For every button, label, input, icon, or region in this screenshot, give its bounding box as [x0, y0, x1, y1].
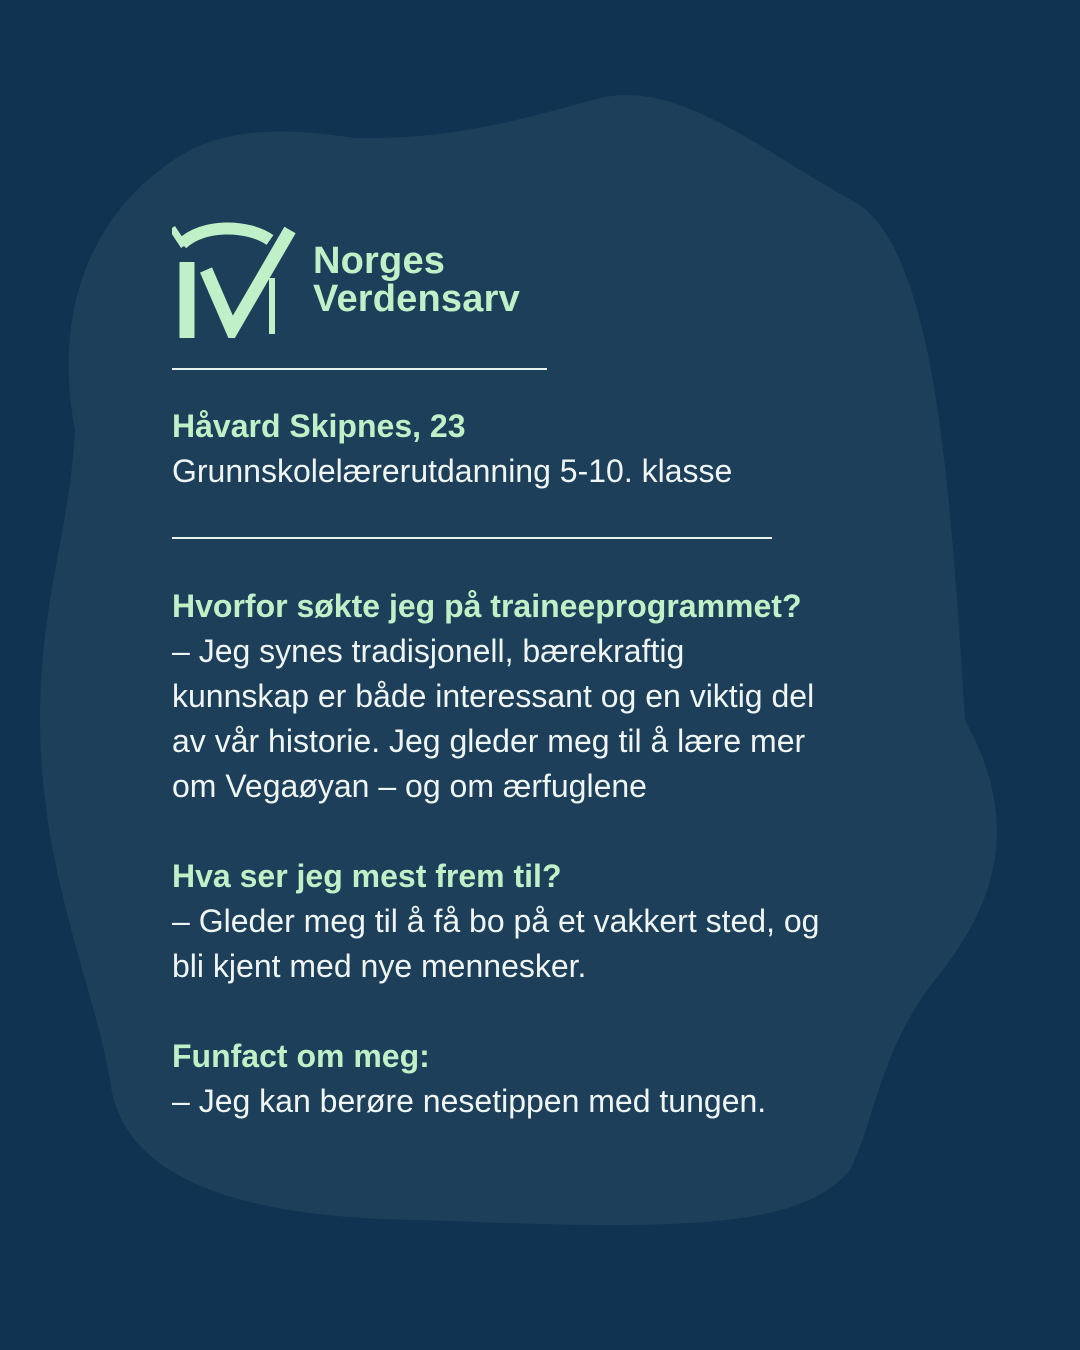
- section-question: Funfact om meg:: [172, 1038, 430, 1074]
- divider-top: [172, 368, 547, 370]
- profile-block: [172, 404, 732, 494]
- brand-line-1: Norges: [313, 240, 446, 282]
- profile-name: Håvard Skipnes, 23: [172, 408, 466, 444]
- section-answer-line: av vår historie. Jeg gleder meg til å lære mer: [172, 723, 806, 759]
- norges-verdensarv-logo: [172, 222, 297, 338]
- section-answer-line: – Gleder meg til å få bo på et vakkert sted, og: [172, 903, 820, 939]
- section-question: Hvorfor søkte jeg på traineeprogrammet?: [172, 588, 802, 624]
- brand-line-2: Verdensarv: [313, 278, 520, 320]
- section-answer-line: – Jeg kan berøre nesetippen med tungen.: [172, 1083, 767, 1119]
- section-looking-forward: [172, 854, 819, 989]
- section-answer-line: om Vegaøyan – og om ærfuglene: [172, 768, 647, 804]
- brand-name: [313, 242, 520, 318]
- section-answer-line: kunnskap er både interessant og en viktig del: [172, 678, 815, 714]
- section-answer-line: – Jeg synes tradisjonell, bærekraftig: [172, 633, 685, 669]
- profile-program: Grunnskolelærerutdanning 5-10. klasse: [172, 453, 733, 489]
- divider-middle: [172, 537, 772, 539]
- section-answer-line: bli kjent med nye mennesker.: [172, 948, 587, 984]
- section-funfact: [172, 1034, 766, 1124]
- section-question: Hva ser jeg mest frem til?: [172, 858, 562, 894]
- section-why-applied: [172, 584, 814, 809]
